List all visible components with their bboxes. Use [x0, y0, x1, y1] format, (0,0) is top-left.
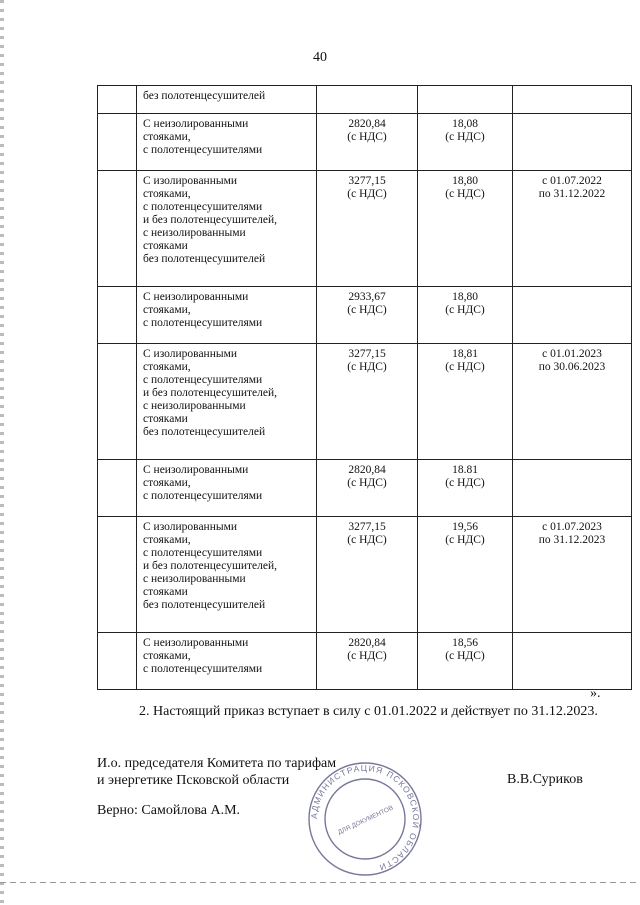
description-cell-line: с неизолированными [143, 400, 246, 412]
description-cell-line: С неизолированными [143, 464, 249, 476]
description-cell-line: с полотенцесушителями [143, 490, 263, 502]
tariff-value-cell-line: (с НДС) [347, 304, 387, 316]
description-cell-line: С неизолированными [143, 637, 249, 649]
description-cell-line: стояками, [143, 534, 191, 546]
tariff-value-cell-line: 3277,15 [348, 521, 386, 533]
tariff-value-cell-line: (с НДС) [347, 188, 387, 200]
category-cell [98, 86, 137, 114]
table-row [98, 287, 632, 344]
description-cell-line: без полотенцесушителей [143, 253, 266, 265]
consumption-norm-cell-line: (с НДС) [445, 534, 485, 546]
description-cell-line: с полотенцесушителями [143, 201, 263, 213]
signatory-name: В.В.Суриков [507, 772, 583, 787]
tariff-value-cell [317, 344, 418, 460]
consumption-norm-cell-line: 18,80 [452, 175, 478, 187]
description-cell-line: и без полотенцесушителей, [143, 560, 278, 572]
description-cell [137, 171, 317, 287]
period-cell-line: по 31.12.2023 [538, 534, 606, 546]
table-row [98, 344, 632, 460]
description-cell-line: и без полотенцесушителей, [143, 214, 278, 226]
tariff-value-cell-line: 3277,15 [348, 175, 386, 187]
table-row [98, 114, 632, 171]
period-cell-line: по 30.06.2023 [538, 361, 606, 373]
consumption-norm-cell [418, 517, 513, 633]
description-cell [137, 633, 317, 690]
period-cell [513, 633, 632, 690]
description-cell-line: С изолированными [143, 175, 238, 187]
tariff-value-cell [317, 517, 418, 633]
description-cell-line: стояками, [143, 477, 191, 489]
description-cell-line: стояками, [143, 188, 191, 200]
period-cell [513, 517, 632, 633]
description-cell-line: с полотенцесушителями [143, 374, 263, 386]
consumption-norm-cell [418, 460, 513, 517]
tariff-table-body [98, 86, 632, 690]
tariff-value-cell-line: 3277,15 [348, 348, 386, 360]
consumption-norm-cell [418, 287, 513, 344]
scan-edge-artifact [0, 0, 4, 905]
period-cell-line: по 31.12.2022 [538, 188, 606, 200]
tariff-value-cell [317, 114, 418, 171]
description-cell [137, 344, 317, 460]
consumption-norm-cell [418, 633, 513, 690]
category-cell [98, 114, 137, 171]
description-cell [137, 460, 317, 517]
consumption-norm-cell-line: (с НДС) [445, 304, 485, 316]
period-cell-line: с 01.01.2023 [542, 348, 602, 360]
description-cell-line: с полотенцесушителями [143, 547, 263, 559]
tariff-value-cell-line: (с НДС) [347, 361, 387, 373]
tariff-table [97, 85, 632, 690]
description-cell-line: С неизолированными [143, 291, 249, 303]
consumption-norm-cell-line: (с НДС) [445, 361, 485, 373]
description-cell-line: С изолированными [143, 521, 238, 533]
consumption-norm-cell [418, 86, 513, 114]
tariff-value-cell-line: (с НДС) [347, 650, 387, 662]
period-cell [513, 287, 632, 344]
description-cell-line: с полотенцесушителями [143, 663, 263, 675]
tariff-value-cell-line: (с НДС) [347, 477, 387, 489]
stamp-ring-text: АДМИНИСТРАЦИЯ ПСКОВСКОЙ ОБЛАСТИ [308, 762, 422, 873]
description-cell-line: с неизолированными [143, 227, 246, 239]
consumption-norm-cell-line: (с НДС) [445, 131, 485, 143]
period-cell [513, 460, 632, 517]
table-row [98, 86, 632, 114]
description-cell-line: стояками, [143, 304, 191, 316]
description-cell-line: с полотенцесушителями [143, 144, 263, 156]
consumption-norm-cell-line: 18.81 [452, 464, 478, 476]
table-row [98, 517, 632, 633]
consumption-norm-cell [418, 344, 513, 460]
period-cell-line: с 01.07.2023 [542, 521, 602, 533]
description-cell-line: без полотенцесушителей [143, 426, 266, 438]
tariff-value-cell-line: 2820,84 [348, 118, 386, 130]
scan-bottom-edge [0, 882, 640, 883]
description-cell-line: стояками [143, 413, 188, 425]
consumption-norm-cell-line: (с НДС) [445, 188, 485, 200]
description-cell [137, 114, 317, 171]
tariff-value-cell-line: 2820,84 [348, 637, 386, 649]
period-cell-line: с 01.07.2022 [542, 175, 602, 187]
tariff-value-cell [317, 287, 418, 344]
description-cell-line: с полотенцесушителями [143, 317, 263, 329]
description-cell-line: С неизолированными [143, 118, 249, 130]
order-clause-text: 2. Настоящий приказ вступает в силу с 01.01.2022 и действует по 31.12.2023. [139, 704, 598, 719]
category-cell [98, 171, 137, 287]
page-number: 40 [313, 50, 327, 65]
signatory-position-line1: И.о. председателя Комитета по тарифам [97, 756, 337, 771]
category-cell [98, 287, 137, 344]
description-cell-line: стояками, [143, 131, 191, 143]
table-row [98, 171, 632, 287]
verified-by: Верно: Самойлова А.М. [97, 803, 241, 818]
signatory-position-line2: и энергетике Псковской области [97, 773, 290, 788]
consumption-norm-cell-line: 18,80 [452, 291, 478, 303]
period-cell [513, 114, 632, 171]
period-cell [513, 171, 632, 287]
category-cell [98, 344, 137, 460]
consumption-norm-cell-line: (с НДС) [445, 650, 485, 662]
consumption-norm-cell [418, 171, 513, 287]
description-cell [137, 517, 317, 633]
tariff-value-cell-line: (с НДС) [347, 534, 387, 546]
description-cell-line: стояками [143, 586, 188, 598]
description-cell-line: с неизолированными [143, 573, 246, 585]
closing-quote-mark: ». [590, 686, 601, 701]
description-cell [137, 287, 317, 344]
tariff-value-cell [317, 171, 418, 287]
tariff-value-cell-line: 2933,67 [348, 291, 386, 303]
tariff-value-cell-line: (с НДС) [347, 131, 387, 143]
period-cell [513, 86, 632, 114]
consumption-norm-cell-line: 18,81 [452, 348, 478, 360]
official-stamp [290, 760, 440, 878]
description-cell-line: без полотенцесушителей [143, 90, 266, 102]
consumption-norm-cell [418, 114, 513, 171]
period-cell [513, 344, 632, 460]
stamp-inner-text: ДЛЯ ДОКУМЕНТОВ [336, 804, 395, 837]
description-cell-line: стояками, [143, 650, 191, 662]
tariff-value-cell [317, 633, 418, 690]
description-cell-line: стояками [143, 240, 188, 252]
consumption-norm-cell-line: (с НДС) [445, 477, 485, 489]
description-cell-line: С изолированными [143, 348, 238, 360]
description-cell-line: и без полотенцесушителей, [143, 387, 278, 399]
consumption-norm-cell-line: 18,56 [452, 637, 478, 649]
consumption-norm-cell-line: 18,08 [452, 118, 478, 130]
description-cell-line: без полотенцесушителей [143, 599, 266, 611]
description-cell [137, 86, 317, 114]
tariff-value-cell [317, 460, 418, 517]
tariff-value-cell-line: 2820,84 [348, 464, 386, 476]
table-row [98, 460, 632, 517]
tariff-value-cell [317, 86, 418, 114]
description-cell-line: стояками, [143, 361, 191, 373]
category-cell [98, 633, 137, 690]
category-cell [98, 460, 137, 517]
table-row [98, 633, 632, 690]
consumption-norm-cell-line: 19,56 [452, 521, 478, 533]
category-cell [98, 517, 137, 633]
